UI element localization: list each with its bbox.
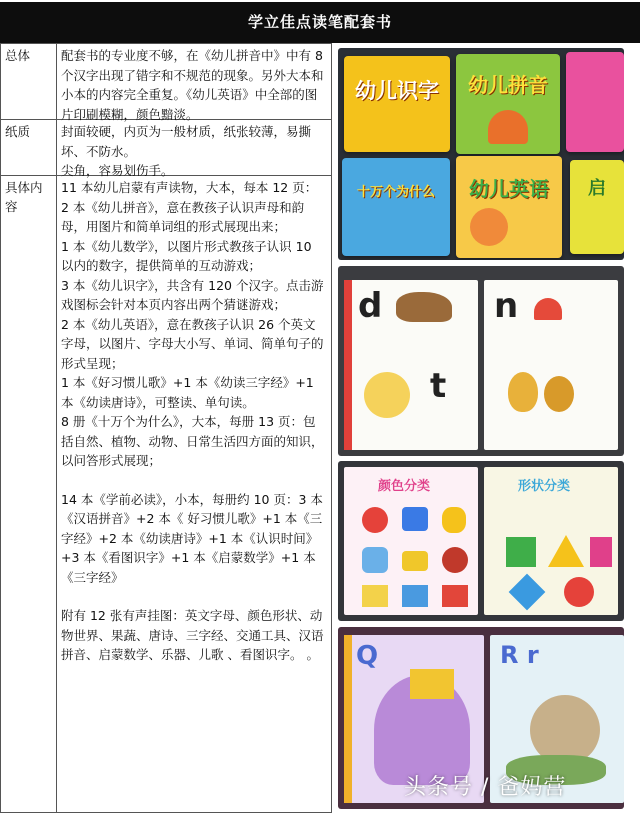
spread-letter: d xyxy=(358,286,383,326)
content-line: 2 本《幼儿英语》，意在教孩子认识 26 个英文字母，以图片、字母大小写、单词、简单句子的形式呈现； xyxy=(61,316,324,371)
content-line: 封面较硬，内页为一般材质，纸张较薄，易撕坏、不防水。 xyxy=(61,124,312,159)
book-title: 幼儿英语 xyxy=(469,177,549,201)
content-line: 8 册《十万个为什么》，大本，每册 13 页：包括自然、植物、动物、日常生活四方面的知识，以问答形式展现； xyxy=(61,414,324,468)
content-line: 14 本《学前必读》，小本，每册约 10 页：3 本《汉语拼音》+2 本《 好习惯儿歌》+1 本《三字经》+2 本《幼读唐诗》+1 本《认识时间》+3 本《看图识字》+1 本《启蒙数学》+1 本《三字经》 xyxy=(61,491,323,585)
book-cover xyxy=(566,52,624,152)
table-row-paper xyxy=(1,120,331,176)
content-line: 1 本《幼儿数学》，以图片形式教孩子认识 10 以内的数字，提供简单的互动游戏； xyxy=(61,238,312,273)
content-line: 3 本《幼儿识字》，共含有 120 个汉字。点击游戏图标会针对本页内容出两个猜谜游戏； xyxy=(61,277,324,312)
spread-right-page xyxy=(484,280,618,450)
row-content xyxy=(61,122,325,181)
content-line: 附有 12 张有声挂图：英文字母、颜色形状、动物世界、果蔬、唐诗、三字经、交通工具、汉语拼音、启蒙数学、乐器、儿歌 、看图识字。 。 xyxy=(61,608,324,662)
classification-photo xyxy=(338,461,624,621)
page-heading: 颜色分类 xyxy=(378,479,431,494)
colors-page xyxy=(344,467,478,615)
book-title: 幼儿识字 xyxy=(355,79,439,103)
table-row-overall xyxy=(1,44,331,120)
spread-letter: t xyxy=(430,366,447,406)
book-cover xyxy=(456,156,562,258)
review-table xyxy=(0,43,332,813)
spread-letter: n xyxy=(494,286,519,326)
book-covers-photo xyxy=(338,48,624,260)
content-line: 1 本《好习惯儿歌》+1 本《幼读三字经》+1 本《幼读唐诗》，可整读、单句读。 xyxy=(61,375,314,410)
book-title: 十万个为什么 xyxy=(356,185,435,200)
shapes-page xyxy=(484,467,618,615)
book-cover xyxy=(456,54,560,154)
book-cover xyxy=(344,56,450,152)
table-row-content xyxy=(1,176,331,812)
page-heading: 形状分类 xyxy=(518,479,571,494)
row-label-line: 容 xyxy=(5,199,18,214)
book-cover xyxy=(570,160,624,254)
content-line: 2 本《幼儿拼音》，意在教孩子认识声母和韵母，用图片和简单词组的形式展现出来； xyxy=(61,199,305,234)
letter-spread-photo xyxy=(338,266,624,456)
row-label: 纸质 xyxy=(1,120,57,175)
book-title: 启 xyxy=(588,178,606,199)
page-letter: R r xyxy=(500,641,539,669)
content-line: 尖角，容易划伤手。 xyxy=(61,163,174,178)
content-line: 配套书的专业度不够，在《幼儿拼音中》中有 8 个汉字出现了错字和不规范的现象。另外大本和小本的内容完全重复。《幼儿英语》中全部的图片印刷模糊，颜色黯淡。 xyxy=(61,48,324,122)
row-label-line: 具体内 xyxy=(5,180,43,195)
book-title: 幼儿拼音 xyxy=(468,73,548,97)
book-cover xyxy=(342,158,450,256)
row-label: 总体 xyxy=(1,44,57,119)
row-label xyxy=(1,176,57,812)
spread-left-page xyxy=(344,280,478,450)
row-content xyxy=(61,46,325,124)
page-letter: Q xyxy=(356,641,379,671)
page-title: 学立佳点读笔配套书 xyxy=(0,2,640,43)
row-content xyxy=(61,178,325,665)
watermark: 头条号 / 爸妈营 xyxy=(404,775,567,800)
content-line: 11 本幼儿启蒙有声读物，大本，每本 12 页： xyxy=(61,180,318,195)
